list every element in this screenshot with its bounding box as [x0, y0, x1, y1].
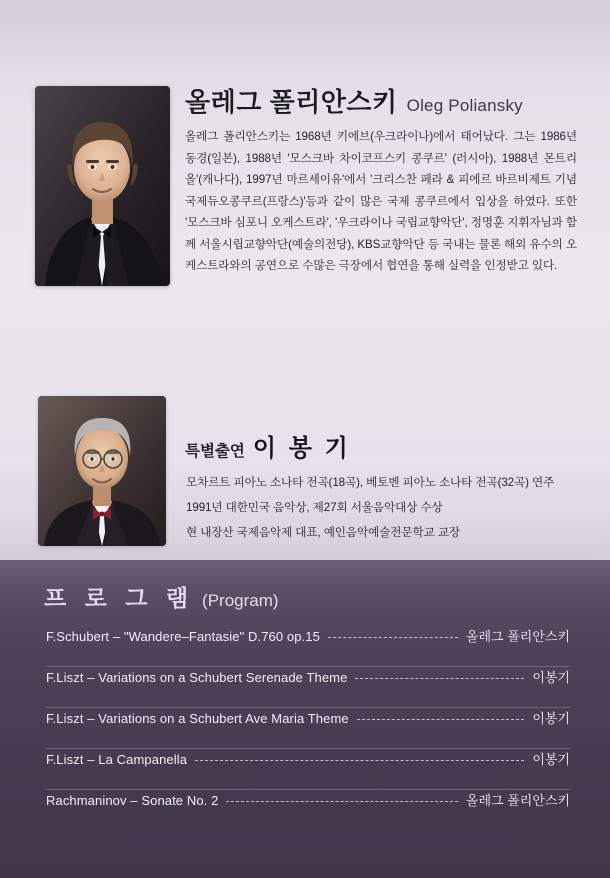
program-list: [46, 626, 570, 830]
artist-photo-oleg-image: [35, 86, 170, 286]
program-performer: 이봉기: [532, 711, 570, 726]
program-piece: F.Liszt – Variations on a Schubert Ave Maria Theme: [46, 711, 349, 726]
program-piece: F.Liszt – Variations on a Schubert Serenade Theme: [46, 670, 348, 685]
artist-bio-lee-line: 모차르트 피아노 소나타 전곡(18곡), 베토벤 피아노 소나타 전곡(32곡) 연주: [186, 476, 555, 489]
artist-bio-lee-line: 1991년 대한민국 음악상, 제27회 서울음악대상 수상: [186, 501, 443, 514]
top-gradient: [0, 0, 610, 70]
program-heading-ko: 프 로 그 램: [44, 585, 195, 611]
special-guest-label: 특별출연: [185, 443, 245, 460]
artist-name-ko-oleg: 올레그 폴리안스키: [185, 87, 398, 117]
program-item: [46, 749, 570, 790]
artist-name-en-oleg: Oleg Poliansky: [406, 96, 523, 115]
program-performer: 이봉기: [532, 752, 570, 767]
artist-photo-oleg: [35, 86, 170, 286]
program-leader-dots: [226, 800, 457, 802]
artist-name-row-lee: [185, 428, 351, 463]
program-piece: F.Liszt – La Campanella: [46, 752, 188, 767]
program-leader-dots: [195, 759, 524, 761]
artist-photo-lee: [38, 396, 166, 546]
program-piece: Rachmaninov – Sonate No. 2: [46, 793, 219, 808]
artist-bio-oleg: 올레그 폴리안스키는 1968년 키에브(우크라이나)에서 태어났다. 그는 1986년 동경(일본), 1988년 '모스크바 차이코프스키 콩쿠르' (러시아), 1988년 몬트리올'(캐나다), 1997년 마르세이유'에서 '크리스찬 페라 & 피에르 바르비제트 기념 국제듀오콩쿠르(프랑스)'등과 같이 많은 국제 콩쿠르에서 입상을 하였다. 또한 '모스크바 심포니 오케스트라', '우크라이나 국립교향악단', 정명훈 지휘자님과 함께 서울시립교향악단(예술의전당), KBS교향악단 등 국내는 물론 해외 유수의 오케스트라와의 공연으로 수많은 극장에서 협연을 통해 실력을 인정받고 있다.: [185, 130, 577, 272]
artist-photo-lee-image: [38, 396, 166, 546]
program-item: [46, 667, 570, 708]
program-piece: F.Schubert – "Wandere–Fantasie" D.760 op.15: [46, 629, 320, 644]
program-heading: [44, 580, 279, 613]
program-performer: 올레그 폴리안스키: [465, 629, 570, 644]
artist-bio-lee: [186, 470, 576, 545]
program-item: [46, 790, 570, 830]
program-item: [46, 626, 570, 667]
artist-bio-lee-line: 현 내장산 국제음악제 대표, 예인음악예술전문학교 교장: [186, 526, 461, 539]
program-leader-dots: [357, 718, 525, 720]
program-performer: 이봉기: [532, 670, 570, 685]
program-heading-en: (Program): [202, 591, 279, 610]
program-leader-dots: [355, 677, 524, 679]
artist-name-row-oleg: [185, 82, 523, 119]
program-item: [46, 708, 570, 749]
program-performer: 올레그 폴리안스키: [465, 793, 570, 808]
program-leader-dots: [328, 636, 458, 638]
artist-name-ko-lee: 이 봉 기: [252, 435, 351, 462]
